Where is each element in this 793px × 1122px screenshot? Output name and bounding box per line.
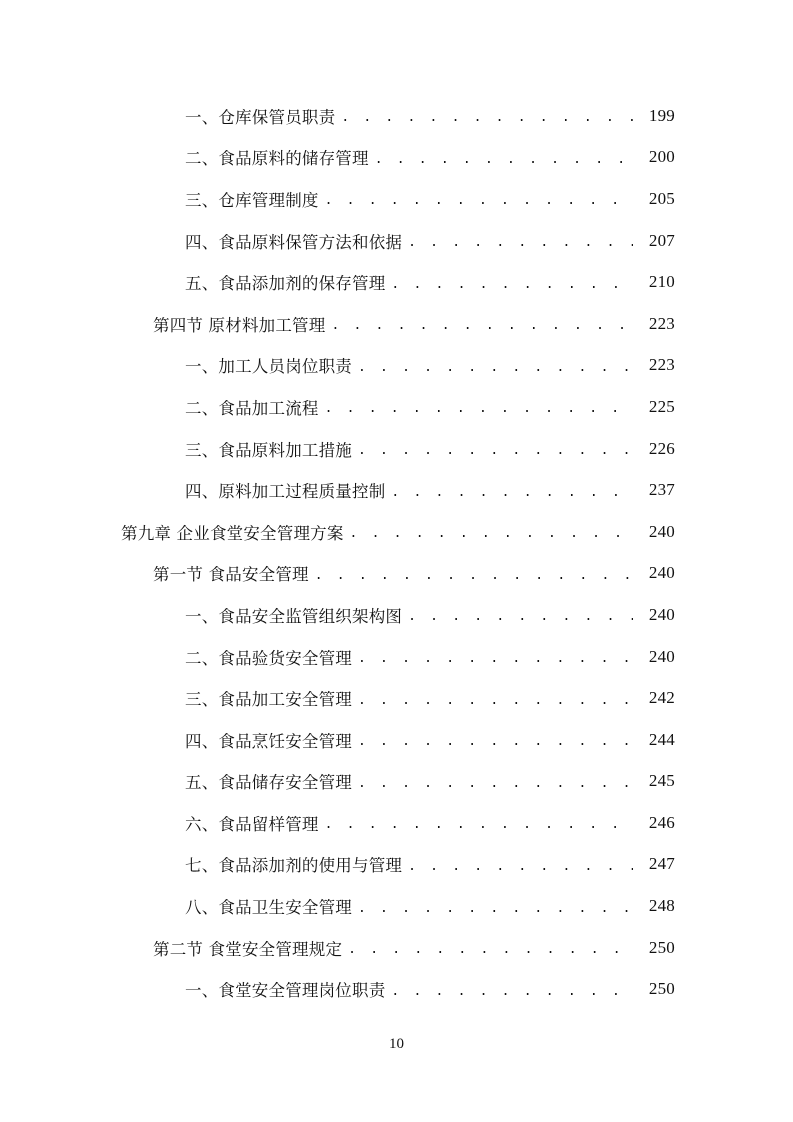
toc-dot-leader bbox=[408, 236, 633, 249]
toc-entry-title: 八、食品卫生安全管理 bbox=[185, 898, 352, 918]
toc-entry-page: 200 bbox=[648, 147, 675, 167]
toc-entry-title: 二、食品加工流程 bbox=[185, 398, 319, 418]
toc-dot-leader bbox=[331, 319, 633, 332]
toc-entry[interactable] bbox=[0, 844, 793, 886]
toc-dot-leader bbox=[408, 610, 633, 623]
toc-entry-page: 250 bbox=[648, 937, 675, 957]
toc-dot-leader bbox=[408, 860, 633, 873]
toc-dot-leader bbox=[358, 902, 633, 915]
toc-entry[interactable] bbox=[0, 719, 793, 761]
toc-dot-leader bbox=[325, 194, 633, 207]
toc-entry[interactable] bbox=[0, 261, 793, 303]
toc-chapter-entry[interactable] bbox=[0, 511, 793, 553]
toc-entry-title: 一、加工人员岗位职责 bbox=[185, 357, 352, 377]
toc-entry-page: 240 bbox=[648, 521, 675, 541]
toc-entry[interactable] bbox=[0, 594, 793, 636]
toc-entry-title: 三、食品加工安全管理 bbox=[185, 690, 352, 710]
toc-entry[interactable] bbox=[0, 802, 793, 844]
toc-entry[interactable] bbox=[0, 95, 793, 137]
toc-entry[interactable] bbox=[0, 178, 793, 220]
toc-dot-leader bbox=[391, 278, 633, 291]
toc-dot-leader bbox=[358, 777, 633, 790]
toc-entry-page: 250 bbox=[648, 979, 675, 999]
toc-entry[interactable] bbox=[0, 386, 793, 428]
toc-entry-page: 240 bbox=[648, 563, 675, 583]
toc-entry-page: 207 bbox=[648, 230, 675, 250]
toc-entry[interactable] bbox=[0, 677, 793, 719]
toc-entry-title: 六、食品留样管理 bbox=[185, 814, 319, 834]
toc-dot-leader bbox=[391, 486, 633, 499]
toc-entry-page: 223 bbox=[648, 355, 675, 375]
toc-entry-title: 七、食品添加剂的使用与管理 bbox=[185, 856, 403, 876]
toc-entry[interactable] bbox=[0, 220, 793, 262]
page-number: 10 bbox=[389, 1036, 404, 1052]
toc-dot-leader bbox=[350, 527, 633, 540]
toc-entry-page: 199 bbox=[648, 105, 675, 125]
toc-entry-title: 第九章 企业食堂安全管理方案 bbox=[121, 523, 344, 543]
toc-entry-page: 205 bbox=[648, 188, 675, 208]
toc-entry[interactable] bbox=[0, 636, 793, 678]
toc-entry[interactable] bbox=[0, 137, 793, 179]
toc-dot-leader bbox=[375, 153, 633, 166]
toc-entry-page: 240 bbox=[648, 646, 675, 666]
toc-entry-title: 第一节 食品安全管理 bbox=[153, 565, 309, 585]
toc-entry-title: 四、食品原料保管方法和依据 bbox=[185, 232, 403, 252]
toc-entry[interactable] bbox=[0, 761, 793, 803]
toc-entry-title: 五、食品储存安全管理 bbox=[185, 773, 352, 793]
toc-entry-page: 210 bbox=[648, 272, 675, 292]
toc-entry-page: 237 bbox=[648, 480, 675, 500]
toc-section-entry[interactable] bbox=[0, 927, 793, 969]
toc-entry-title: 一、食堂安全管理岗位职责 bbox=[185, 981, 386, 1001]
toc-entry[interactable] bbox=[0, 428, 793, 470]
toc-entry-page: 223 bbox=[648, 313, 675, 333]
toc-dot-leader bbox=[325, 402, 633, 415]
toc-entry-page: 242 bbox=[648, 688, 675, 708]
table-of-contents bbox=[0, 95, 793, 1010]
toc-dot-leader bbox=[325, 818, 633, 831]
toc-dot-leader bbox=[348, 943, 633, 956]
toc-entry-title: 五、食品添加剂的保存管理 bbox=[185, 274, 386, 294]
toc-entry-title: 四、原料加工过程质量控制 bbox=[185, 482, 386, 502]
toc-dot-leader bbox=[358, 652, 633, 665]
toc-section-entry[interactable] bbox=[0, 553, 793, 595]
toc-entry-page: 247 bbox=[648, 854, 675, 874]
toc-entry-page: 226 bbox=[648, 438, 675, 458]
toc-entry-page: 248 bbox=[648, 896, 675, 916]
toc-entry[interactable] bbox=[0, 345, 793, 387]
toc-entry[interactable] bbox=[0, 968, 793, 1010]
toc-entry-page: 240 bbox=[648, 604, 675, 624]
toc-entry[interactable] bbox=[0, 885, 793, 927]
toc-entry-title: 第二节 食堂安全管理规定 bbox=[153, 939, 343, 959]
toc-entry-page: 246 bbox=[648, 812, 675, 832]
toc-dot-leader bbox=[358, 361, 633, 374]
toc-dot-leader bbox=[341, 111, 633, 124]
toc-entry-title: 一、食品安全监管组织架构图 bbox=[185, 606, 403, 626]
toc-dot-leader bbox=[391, 985, 633, 998]
toc-entry-title: 三、仓库管理制度 bbox=[185, 190, 319, 210]
toc-entry-title: 第四节 原材料加工管理 bbox=[153, 315, 326, 335]
toc-entry-title: 二、食品验货安全管理 bbox=[185, 648, 352, 668]
toc-entry-page: 225 bbox=[648, 396, 675, 416]
toc-dot-leader bbox=[358, 694, 633, 707]
toc-entry[interactable] bbox=[0, 469, 793, 511]
toc-entry-page: 245 bbox=[648, 771, 675, 791]
toc-entry-title: 一、仓库保管员职责 bbox=[185, 107, 336, 127]
toc-dot-leader bbox=[358, 735, 633, 748]
toc-entry-title: 二、食品原料的储存管理 bbox=[185, 149, 369, 169]
toc-entry-title: 四、食品烹饪安全管理 bbox=[185, 731, 352, 751]
toc-dot-leader bbox=[358, 444, 633, 457]
toc-dot-leader bbox=[315, 569, 633, 582]
toc-entry-page: 244 bbox=[648, 729, 675, 749]
toc-section-entry[interactable] bbox=[0, 303, 793, 345]
toc-entry-title: 三、食品原料加工措施 bbox=[185, 440, 352, 460]
